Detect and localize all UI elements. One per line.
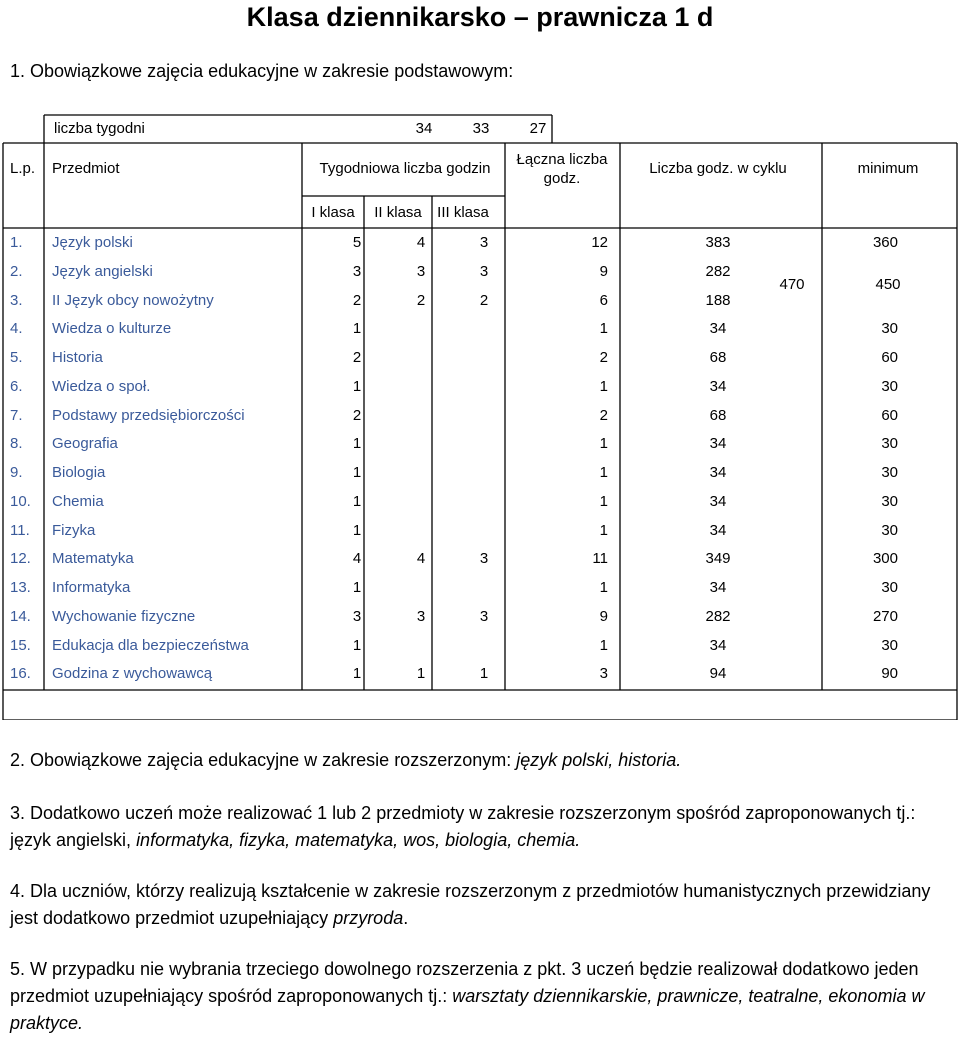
header-cycle-hours: Liczba godz. w cyklu xyxy=(649,160,787,177)
cell-cycle: 34 xyxy=(709,579,727,596)
languages-cycle-hours: 470 xyxy=(779,276,805,293)
cell-total: 9 xyxy=(599,262,608,280)
cell-k2: 4 xyxy=(416,550,426,568)
cell-total: 1 xyxy=(599,579,608,596)
cell-min: 30 xyxy=(881,320,898,338)
cell-total: 11 xyxy=(592,550,608,568)
cell-k1: 2 xyxy=(352,406,362,424)
note-3 xyxy=(10,800,955,854)
cell-subject: Podstawy przedsiębiorczości xyxy=(52,406,245,424)
cell-lp: 15. xyxy=(10,636,31,654)
cell-subject: Historia xyxy=(52,349,103,366)
cell-subject: Fizyka xyxy=(52,521,96,539)
cell-cycle: 34 xyxy=(709,464,727,481)
cell-k1: 1 xyxy=(352,636,362,654)
cell-min: 60 xyxy=(881,406,898,424)
cell-k2: 4 xyxy=(416,234,426,251)
cell-total: 2 xyxy=(599,349,608,366)
cell-lp: 8. xyxy=(10,435,23,453)
header-subject: Przedmiot xyxy=(52,160,120,177)
cell-cycle: 68 xyxy=(709,406,727,424)
cell-total: 1 xyxy=(599,320,608,338)
cell-k3: 1 xyxy=(479,665,489,683)
cell-k2: 1 xyxy=(416,665,426,683)
cell-cycle: 68 xyxy=(709,349,727,366)
cell-lp: 11. xyxy=(10,521,30,539)
cell-lp: 1. xyxy=(10,234,23,251)
cell-k3: 2 xyxy=(479,291,489,309)
cell-total: 1 xyxy=(599,521,608,539)
header-minimum: minimum xyxy=(857,160,919,177)
note-4-text: 4. Dla uczniów, którzy realizują kształcenie w zakresie rozszerzonym z przedmiotów humanistycznych przewidziany jest dodatkowo przedmiot uzupełniający xyxy=(10,881,931,928)
cell-total: 1 xyxy=(599,377,608,395)
cell-min: 30 xyxy=(881,435,898,453)
cell-lp: 5. xyxy=(10,349,23,366)
cell-subject: Edukacja dla bezpieczeństwa xyxy=(52,636,249,654)
cell-k1: 1 xyxy=(352,665,362,683)
note-3-italic: informatyka, fizyka, matematyka, wos, biologia, chemia. xyxy=(136,830,581,850)
header-lp: L.p. xyxy=(10,160,36,177)
weeks-class-2: 33 xyxy=(472,120,490,137)
note-5 xyxy=(10,956,955,1037)
cell-subject: Geografia xyxy=(52,435,118,453)
languages-minimum: 450 xyxy=(875,276,901,293)
cell-k2: 3 xyxy=(416,607,426,625)
cell-k1: 2 xyxy=(352,291,362,309)
cell-cycle: 282 xyxy=(705,262,731,280)
cell-cycle: 94 xyxy=(709,665,727,683)
cell-subject: II Język obcy nowożytny xyxy=(52,291,214,309)
cell-min: 30 xyxy=(881,492,898,510)
cell-subject: Wychowanie fizyczne xyxy=(52,607,196,625)
cell-k1: 3 xyxy=(352,607,362,625)
note-4 xyxy=(10,878,955,932)
cell-cycle: 282 xyxy=(705,607,731,625)
cell-min: 60 xyxy=(881,349,898,366)
cell-cycle: 34 xyxy=(709,521,727,539)
cell-lp: 12. xyxy=(10,550,31,568)
note-2-text: 2. Obowiązkowe zajęcia edukacyjne w zakresie rozszerzonym: xyxy=(10,750,517,770)
cell-lp: 9. xyxy=(10,464,23,481)
cell-cycle: 34 xyxy=(709,320,727,338)
cell-cycle: 34 xyxy=(709,377,727,395)
weeks-label: liczba tygodni xyxy=(54,120,145,137)
cell-k2: 3 xyxy=(416,262,426,280)
cell-lp: 14. xyxy=(10,607,31,625)
cell-lp: 10. xyxy=(10,492,31,510)
header-class-2: II klasa xyxy=(374,204,422,221)
cell-subject: Język polski xyxy=(52,234,133,251)
cell-k1: 4 xyxy=(352,550,362,568)
cell-k1: 1 xyxy=(352,579,362,596)
cell-k3: 3 xyxy=(479,550,489,568)
note-5-italic: warsztaty dziennikarskie, prawnicze, teatralne, ekonomia w praktyce. xyxy=(10,986,925,1033)
cell-subject: Informatyka xyxy=(52,579,131,596)
weeks-class-1: 34 xyxy=(415,120,433,137)
cell-total: 6 xyxy=(599,291,608,309)
cell-total: 1 xyxy=(599,636,608,654)
cell-min: 30 xyxy=(881,521,898,539)
cell-total: 12 xyxy=(591,234,608,251)
cell-k1: 1 xyxy=(352,320,362,338)
cell-lp: 3. xyxy=(10,291,23,309)
cell-k2: 2 xyxy=(416,291,426,309)
cell-subject: Wiedza o społ. xyxy=(52,377,151,395)
cell-min: 270 xyxy=(872,607,898,625)
cell-k1: 1 xyxy=(352,464,362,481)
cell-total: 1 xyxy=(599,435,608,453)
cell-lp: 6. xyxy=(10,377,23,395)
cell-k1: 3 xyxy=(352,262,362,280)
note-4-italic: przyroda xyxy=(333,908,404,928)
cell-cycle: 34 xyxy=(709,492,727,510)
header-class-3: III klasa xyxy=(437,204,489,221)
cell-lp: 13. xyxy=(10,579,31,596)
cell-total: 3 xyxy=(599,665,608,683)
cell-cycle: 383 xyxy=(705,234,731,251)
cell-subject: Chemia xyxy=(52,492,104,510)
page-title: Klasa dziennikarsko – prawnicza 1 d xyxy=(246,2,714,32)
cell-k3: 3 xyxy=(479,262,489,280)
cell-total: 2 xyxy=(599,406,608,424)
cell-min: 300 xyxy=(872,550,898,568)
cell-k1: 1 xyxy=(352,521,362,539)
cell-lp: 4. xyxy=(10,320,23,338)
cell-total: 1 xyxy=(599,492,608,510)
weeks-class-3: 27 xyxy=(529,120,547,137)
header-class-1: I klasa xyxy=(311,204,355,221)
cell-lp: 16. xyxy=(10,665,31,683)
cell-cycle: 34 xyxy=(709,435,727,453)
header-weekly-hours: Tygodniowa liczba godzin xyxy=(319,160,491,177)
cell-k1: 1 xyxy=(352,435,362,453)
cell-k1: 1 xyxy=(352,377,362,395)
cell-subject: Biologia xyxy=(52,464,106,481)
note-3-text: 3. Dodatkowo uczeń może realizować 1 lub 2 przedmioty w zakresie rozszerzonym spośród zaproponowanych tj.: język angielski, xyxy=(10,803,916,850)
cell-lp: 7. xyxy=(10,406,23,424)
cell-min: 30 xyxy=(881,377,898,395)
cell-k3: 3 xyxy=(479,234,489,251)
note-2 xyxy=(10,747,955,774)
cell-subject: Język angielski xyxy=(52,262,153,280)
cell-cycle: 34 xyxy=(709,636,727,654)
note-5-text: 5. W przypadku nie wybrania trzeciego dowolnego rozszerzenia z pkt. 3 uczeń będzie realizował dodatkowo jeden przedmiot uzupełniający spośród zaproponowanych tj.: xyxy=(10,959,919,1006)
note-2-italic: język polski, historia. xyxy=(516,750,682,770)
cell-subject: Matematyka xyxy=(52,550,134,568)
header-total-hours: Łączna liczba godz. xyxy=(516,151,608,187)
cell-subject: Godzina z wychowawcą xyxy=(52,665,213,683)
cell-cycle: 188 xyxy=(705,291,731,309)
cell-min: 30 xyxy=(881,579,898,596)
cell-k1: 1 xyxy=(352,492,362,510)
cell-total: 9 xyxy=(599,607,608,625)
cell-min: 360 xyxy=(872,234,898,251)
cell-min: 30 xyxy=(881,464,898,481)
cell-k1: 5 xyxy=(352,234,362,251)
note-4-end: . xyxy=(403,908,409,928)
cell-min: 30 xyxy=(881,636,898,654)
cell-min: 90 xyxy=(881,665,898,683)
cell-k3: 3 xyxy=(479,607,489,625)
cell-cycle: 349 xyxy=(705,550,731,568)
cell-lp: 2. xyxy=(10,262,23,280)
cell-total: 1 xyxy=(599,464,608,481)
section-1-heading: 1. Obowiązkowe zajęcia edukacyjne w zakresie podstawowym: xyxy=(10,61,514,81)
cell-subject: Wiedza o kulturze xyxy=(52,320,172,338)
cell-k1: 2 xyxy=(352,349,362,366)
